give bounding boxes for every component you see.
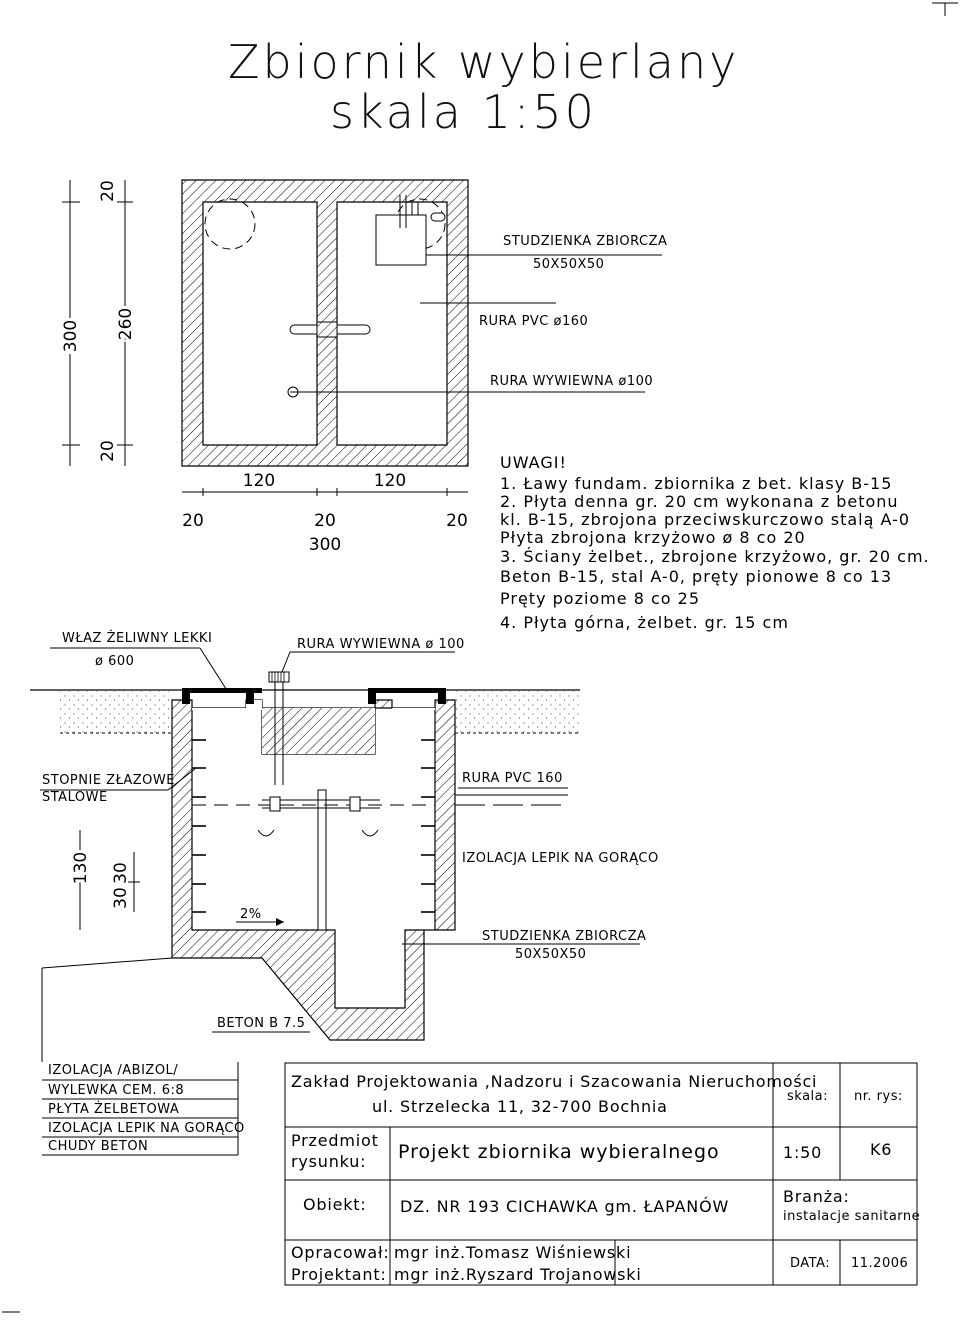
tb-nr-label: nr. rys: <box>854 1089 903 1104</box>
pvc-pipe-wall-crossing <box>317 322 337 337</box>
label-wlaz: WŁAZ ŻELIWNY LEKKI <box>62 631 213 646</box>
dim-30-upper: 30 <box>111 862 131 884</box>
legend-item: WYLEWKA CEM. 6:8 <box>48 1083 185 1098</box>
drawing-title: Zbiornik wybierlany <box>228 35 740 89</box>
tb-branza-label: Branża: <box>783 1187 850 1206</box>
dim-300-horizontal: 300 <box>308 535 342 555</box>
drawing-scale-title: skala 1:50 <box>330 85 597 139</box>
plan-horizontal-dims <box>182 488 468 496</box>
tb-projektant-label: Projektant: <box>291 1265 387 1284</box>
tb-scale: 1:50 <box>783 1143 823 1162</box>
dim-20-mid: 20 <box>314 511 336 531</box>
tb-object: DZ. NR 193 CICHAWKA gm. ŁAPANÓW <box>400 1197 730 1216</box>
partition-wall <box>318 790 326 930</box>
label-rura-pvc-section: RURA PVC 160 <box>462 771 563 786</box>
dim-130: 130 <box>71 851 91 885</box>
dim-20-bottom: 20 <box>98 440 118 462</box>
leader-wlaz <box>200 648 228 692</box>
note-line: 3. Ściany żelbet., zbrojone krzyżowo, gr. 20 cm. <box>500 547 930 566</box>
dim-120-right: 120 <box>373 471 407 491</box>
note-line: kl. B-15, zbrojona przeciwskurczowo stalą A-0 <box>500 510 911 529</box>
note-line: Płyta zbrojona krzyżowo ø 8 co 20 <box>500 528 806 547</box>
plan-label-studzienka: STUDZIENKA ZBIORCZA <box>503 234 668 249</box>
layer-legend <box>42 1062 245 1155</box>
legend-item: IZOLACJA /ABIZOL/ <box>48 1063 179 1078</box>
note-line: 4. Płyta górna, żelbet. gr. 15 cm <box>500 613 789 632</box>
dim-20-left: 20 <box>182 511 204 531</box>
label-studzienka-section: STUDZIENKA ZBIORCZA <box>482 929 647 944</box>
tb-obiekt-label: Obiekt: <box>303 1195 367 1214</box>
tb-opracowal: mgr inż.Tomasz Wiśniewski <box>394 1243 632 1262</box>
tb-branza: instalacje sanitarne <box>783 1209 921 1224</box>
legend-item: PŁYTA ŻELBETOWA <box>48 1102 180 1117</box>
top-slab <box>262 708 375 754</box>
tb-subject: Projekt zbiornika wybieralnego <box>398 1141 720 1163</box>
notes <box>500 453 930 632</box>
pipe-fitting <box>350 797 360 811</box>
tb-data-label: DATA: <box>790 1256 831 1271</box>
notes-heading: UWAGI! <box>500 453 567 472</box>
tb-przedmiot-label-1: Przedmiot <box>291 1131 379 1150</box>
note-line: 2. Płyta denna gr. 20 cm wykonana z betonu <box>500 492 899 511</box>
label-izolacja: IZOLACJA LEPIK NA GORĄCO <box>462 851 659 866</box>
opening-right <box>392 708 435 710</box>
vent-stub <box>431 213 445 221</box>
note-line: Beton B-15, stal A-0, pręty pionowe 8 co 13 <box>500 567 893 586</box>
dim-120-left: 120 <box>242 471 276 491</box>
dim-20-right: 20 <box>446 511 468 531</box>
tb-date: 11.2006 <box>851 1256 909 1271</box>
plan-label-rura-wywiewna: RURA WYWIEWNA ø100 <box>490 374 654 389</box>
note-line: 1. Ławy fundam. zbiornika z bet. klasy B-15 <box>500 474 893 493</box>
slope-label: 2% <box>240 907 262 922</box>
label-beton: BETON B 7.5 <box>217 1016 306 1031</box>
pipe-elbow-right <box>362 830 378 836</box>
tb-address: ul. Strzelecka 11, 32-700 Bochnia <box>372 1097 668 1116</box>
dim-30-lower: 30 <box>111 887 131 909</box>
label-studzienka-size-section: 50X50X50 <box>515 947 587 962</box>
pipe-elbow-left <box>258 830 274 836</box>
note-line: Pręty poziome 8 co 25 <box>500 589 701 608</box>
leader-layers <box>42 958 172 968</box>
tb-przedmiot-label-2: rysunku: <box>291 1152 367 1171</box>
tb-drawing-no: K6 <box>870 1140 893 1159</box>
manhole-left-icon <box>205 199 255 249</box>
leader-rura-wywiewna-section <box>282 652 290 672</box>
label-rura-wywiewna-section: RURA WYWIEWNA ø 100 <box>297 637 465 652</box>
soil-fill-right <box>455 691 580 733</box>
plan-label-studzienka-size: 50X50X50 <box>533 257 605 272</box>
dim-300-vertical: 300 <box>61 319 81 353</box>
tb-skala-label: skala: <box>787 1089 828 1104</box>
plan-label-rura-pvc: RURA PVC ø160 <box>479 314 589 329</box>
dim-20-top: 20 <box>98 180 118 202</box>
sump-square <box>376 215 426 265</box>
label-stopnie-1: STOPNIE ZŁAZOWE <box>42 773 175 788</box>
opening-left <box>192 708 246 710</box>
label-wlaz-size: ø 600 <box>95 654 135 669</box>
pipe-fitting <box>270 797 280 811</box>
slope-arrow-head <box>276 918 284 926</box>
legend-item: CHUDY BETON <box>48 1139 149 1154</box>
tb-company: Zakład Projektowania ,Nadzoru i Szacowania Nieruchomości <box>291 1072 818 1091</box>
label-stopnie-2: STALOWE <box>42 790 108 805</box>
section-view <box>30 630 659 1062</box>
legend-item: IZOLACJA LEPIK NA GORĄCO <box>48 1121 245 1136</box>
dim-260-vertical: 260 <box>116 307 136 341</box>
tb-opracowal-label: Opracował: <box>291 1243 390 1262</box>
soil-fill-left <box>60 691 170 733</box>
ladder-rungs <box>192 740 435 912</box>
tb-projektant: mgr inż.Ryszard Trojanowski <box>394 1265 642 1284</box>
manhole-cover-left-icon <box>182 688 262 704</box>
